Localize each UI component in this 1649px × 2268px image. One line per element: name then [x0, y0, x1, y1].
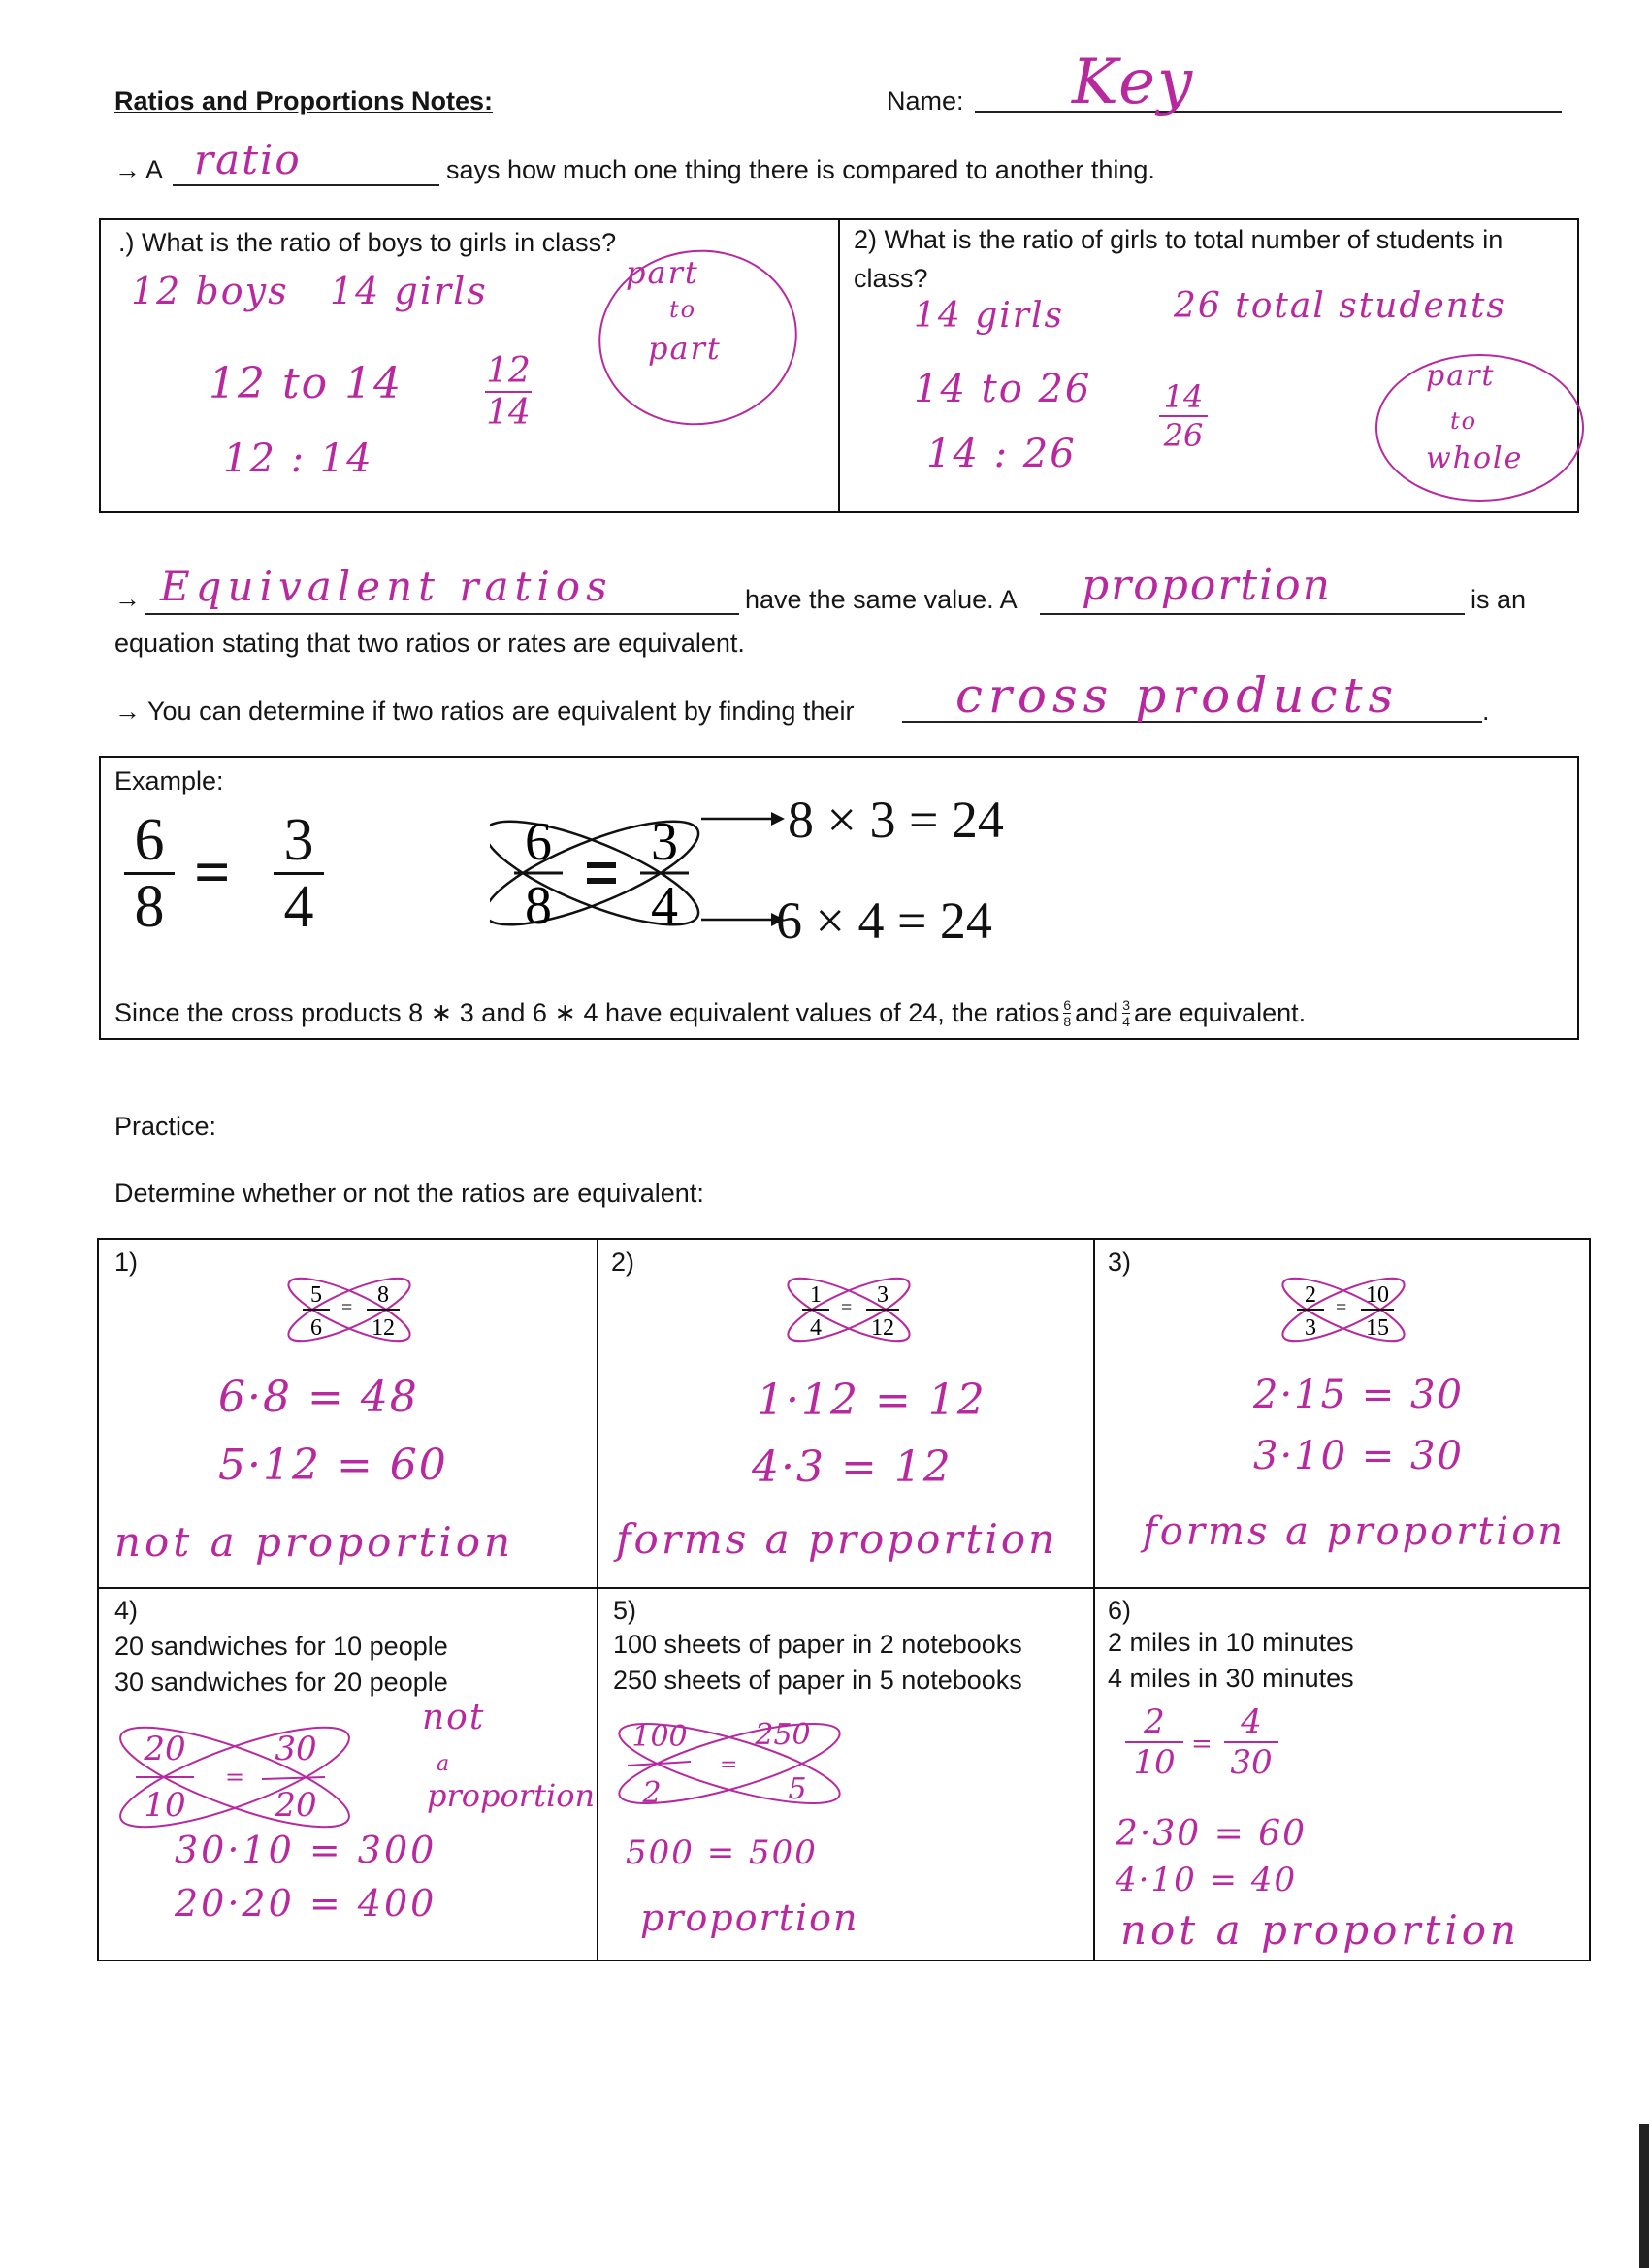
ratio-arrow: →	[114, 155, 141, 184]
example-caption-and: and	[1075, 998, 1119, 1027]
cell4-work1: 30·10 = 300	[175, 1829, 437, 1871]
cross-text: → You can determine if two ratios are equivalent by finding their	[114, 697, 855, 726]
svg-text:=: =	[841, 1297, 853, 1318]
practice-cell4-num: 4)	[114, 1596, 139, 1625]
arrow-top-head	[771, 812, 785, 826]
cell3-d: 15	[1366, 1315, 1389, 1341]
practice-cell4-line1: 20 sandwiches for 10 people	[114, 1632, 448, 1661]
cell5-diagram	[613, 1705, 846, 1822]
practice-cell1-diagram	[281, 1266, 417, 1353]
cross-period: .	[1482, 697, 1490, 726]
q1-colon: 12 : 14	[223, 437, 373, 481]
q1-fraction-num: 12	[486, 351, 531, 391]
cell4-a: 20	[144, 1730, 186, 1768]
name-blank	[975, 111, 1562, 113]
practice-cell4-line2: 30 sandwiches for 20 people	[114, 1668, 448, 1697]
practice-instructions: Determine whether or not the ratios are equivalent:	[114, 1179, 704, 1208]
cell3-work1: 2·15 = 30	[1253, 1373, 1464, 1417]
cell4-d: 20	[275, 1786, 317, 1825]
cell3-work2: 3·10 = 30	[1253, 1434, 1464, 1478]
cell5-b: 250	[755, 1718, 811, 1752]
cross-num-3: 3	[651, 812, 678, 872]
q1-girls: 14 girls	[330, 270, 488, 312]
q2-colon: 14 : 26	[926, 432, 1077, 476]
example-frac-right-num: 3	[283, 807, 314, 873]
cell3-a: 2	[1305, 1282, 1316, 1308]
practice-cell5-line2: 250 sheets of paper in 5 notebooks	[613, 1666, 1022, 1695]
cell3-b: 10	[1366, 1282, 1389, 1308]
q1-fraction	[485, 351, 532, 433]
practice-cell5-line1: 100 sheets of paper in 2 notebooks	[613, 1630, 1022, 1659]
q2-circle-line1: part	[1426, 359, 1496, 393]
practice-row-divider	[97, 1587, 1591, 1589]
q1-circle-line2: to	[669, 296, 697, 323]
caption-frac1-den: 8	[1063, 1014, 1072, 1029]
cell2-c: 4	[810, 1315, 822, 1341]
practice-cell2-diagram	[781, 1266, 917, 1353]
cross-num-6: 6	[525, 812, 552, 872]
cell6-c: 10	[1133, 1743, 1176, 1782]
cell1-d: 12	[372, 1315, 395, 1341]
name-answer: Key	[1072, 47, 1195, 118]
cell3-c: 3	[1305, 1315, 1316, 1341]
cross-num-4: 4	[651, 876, 678, 936]
cell5-d: 5	[788, 1772, 807, 1806]
equiv-line2: equation stating that two ratios or rates are equivalent.	[114, 629, 745, 658]
question-table-divider	[838, 218, 840, 513]
example-frac-left	[124, 808, 175, 939]
cell6-d: 30	[1230, 1743, 1273, 1782]
cell5-work2: proportion	[640, 1896, 859, 1939]
cell4-note1: not	[422, 1698, 486, 1737]
example-label: Example:	[114, 766, 224, 795]
cell5-c: 2	[642, 1776, 662, 1810]
practice-cell5-num: 5)	[613, 1596, 637, 1625]
example-frac-left-den: 8	[134, 874, 165, 940]
page-title: Ratios and Proportions Notes:	[114, 86, 494, 115]
caption-frac2-den: 4	[1122, 1014, 1130, 1029]
cell2-b: 3	[877, 1282, 889, 1308]
svg-text:=: =	[720, 1753, 738, 1777]
q2-circle-line3: whole	[1426, 441, 1524, 475]
q2-fraction-den: 26	[1163, 417, 1204, 454]
q2-circle-line2: to	[1450, 407, 1478, 435]
q2-girls: 14 girls	[914, 296, 1065, 336]
practice-label: Practice:	[114, 1112, 217, 1141]
practice-col-divider-2	[1093, 1238, 1095, 1961]
cell4-c: 10	[144, 1786, 186, 1825]
q2-fraction-num: 14	[1163, 378, 1204, 415]
cell4-work2: 20·20 = 400	[175, 1882, 437, 1925]
q2-fraction	[1159, 378, 1208, 454]
example-equals: =	[194, 837, 231, 908]
ratio-suffix: says how much one thing there is compared to another thing.	[446, 155, 1155, 184]
example-caption-a: Since the cross products 8 ∗ 3 and 6 ∗ 4 have equivalent values of 24, the ratios	[114, 998, 1060, 1027]
equiv-blank1	[146, 613, 739, 615]
cell5-a: 100	[631, 1720, 688, 1754]
cell1-work2: 5·12 = 60	[218, 1441, 448, 1490]
example-caption-b: are equivalent.	[1133, 998, 1307, 1027]
cell1-result: not a proportion	[114, 1518, 515, 1566]
svg-text:=: =	[225, 1764, 245, 1791]
svg-text:=: =	[1336, 1297, 1347, 1318]
cell1-work1: 6·8 = 48	[218, 1373, 419, 1422]
scan-edge-mark	[1639, 2124, 1649, 2268]
cell6-a: 2	[1144, 1702, 1165, 1741]
example-product2: 6 × 4 = 24	[776, 891, 992, 950]
example-caption-frac1	[1063, 997, 1071, 1029]
cell5-work1: 500 = 500	[626, 1833, 818, 1872]
practice-cell6-line1: 2 miles in 10 minutes	[1108, 1628, 1354, 1657]
equiv-arrow: →	[114, 584, 141, 613]
caption-frac1-num: 6	[1063, 997, 1072, 1013]
q1-circle-line3: part	[648, 330, 722, 367]
q1-boys: 12 boys	[131, 270, 289, 312]
cell6-frac-left	[1125, 1702, 1183, 1782]
cell6-result: not a proportion	[1120, 1906, 1521, 1954]
practice-cell2-num: 2)	[611, 1247, 635, 1277]
cell2-a: 1	[810, 1282, 822, 1308]
q2-label-line1: 2) What is the ratio of girls to total number of students in	[854, 225, 1504, 254]
practice-cell3-num: 3)	[1108, 1247, 1132, 1277]
example-caption	[114, 997, 1306, 1029]
cell6-eq: =	[1191, 1730, 1214, 1759]
cross-num-8: 8	[525, 876, 552, 936]
caption-frac2-num: 3	[1122, 997, 1130, 1013]
practice-cell6-line2: 4 miles in 30 minutes	[1108, 1664, 1354, 1693]
ratio-prefix: A	[146, 155, 164, 184]
cell3-result: forms a proportion	[1143, 1509, 1567, 1554]
cross-answer: cross products	[955, 667, 1400, 724]
cell4-diagram	[116, 1709, 359, 1845]
q1-to: 12 to 14	[209, 359, 404, 408]
equiv-end: is an	[1471, 585, 1527, 614]
q2-total: 26 total students	[1174, 286, 1506, 326]
q2-to: 14 to 26	[914, 367, 1092, 411]
cell6-work2: 4·10 = 40	[1116, 1861, 1298, 1899]
cell6-frac-right	[1224, 1702, 1278, 1782]
equiv-answer1: Equivalent ratios	[160, 563, 613, 610]
practice-col-divider-1	[597, 1238, 598, 1961]
q2-label-line2: class?	[854, 264, 928, 293]
cell1-a: 5	[310, 1282, 322, 1308]
example-frac-right-den: 4	[283, 874, 314, 940]
cell1-b: 8	[377, 1282, 389, 1308]
practice-cell3-diagram	[1276, 1266, 1411, 1353]
equiv-answer2: proportion	[1082, 561, 1332, 610]
cell2-result: forms a proportion	[616, 1515, 1058, 1563]
cell4-b: 30	[275, 1730, 317, 1768]
cell2-work2: 4·3 = 12	[752, 1442, 953, 1492]
q1-label: .) What is the ratio of boys to girls in class?	[118, 228, 617, 257]
cell2-work1: 1·12 = 12	[757, 1376, 986, 1425]
cell6-work1: 2·30 = 60	[1116, 1814, 1308, 1854]
q1-circle-line1: part	[626, 254, 699, 291]
ratio-answer: ratio	[194, 136, 302, 183]
ratio-blank	[173, 184, 439, 186]
example-product1: 8 × 3 = 24	[788, 791, 1004, 849]
cell4-note3: proportion	[427, 1777, 596, 1814]
cell2-d: 12	[871, 1315, 894, 1341]
cell6-b: 4	[1241, 1702, 1262, 1741]
svg-text:=: =	[341, 1297, 353, 1318]
q1-fraction-den: 14	[486, 393, 531, 433]
practice-cell6-num: 6)	[1108, 1596, 1132, 1625]
cell4-note2: a	[436, 1752, 452, 1776]
cell1-c: 6	[310, 1315, 322, 1341]
example-frac-right	[274, 808, 324, 939]
name-label: Name:	[887, 86, 964, 115]
example-caption-frac2	[1122, 997, 1130, 1029]
equiv-mid: have the same value. A	[745, 585, 1018, 614]
example-frac-left-num: 6	[134, 807, 165, 873]
practice-cell1-num: 1)	[114, 1247, 139, 1277]
equiv-blank2	[1040, 613, 1465, 615]
